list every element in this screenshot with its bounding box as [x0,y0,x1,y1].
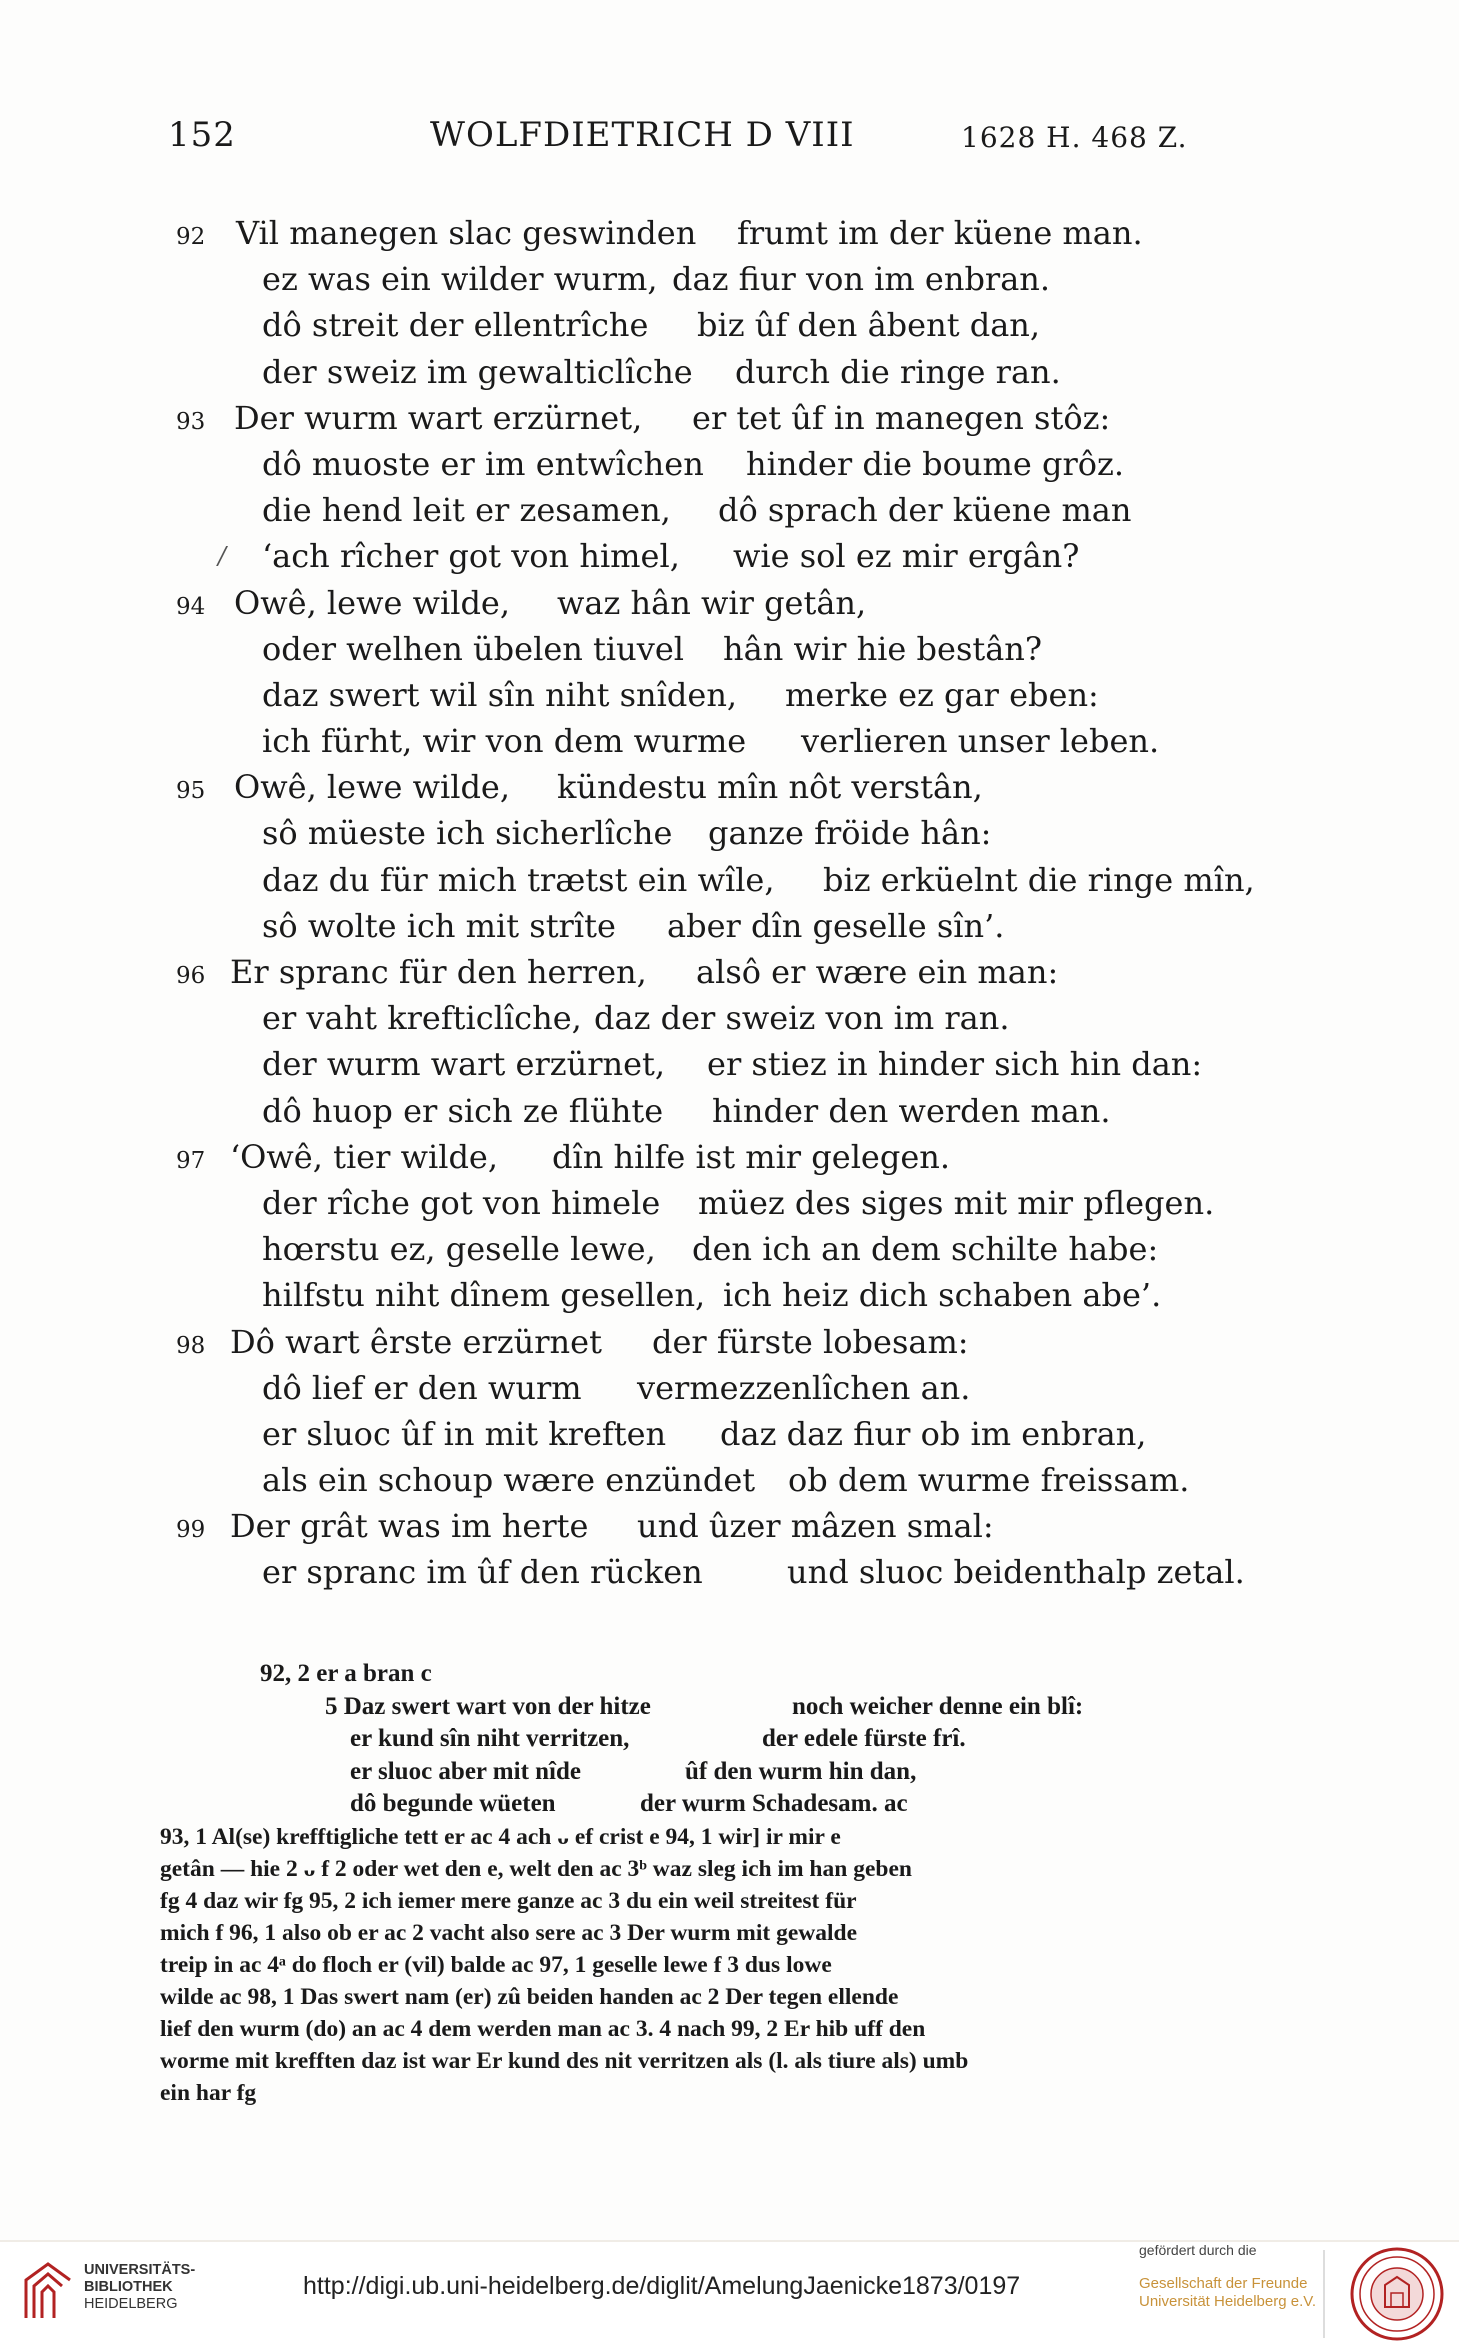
verse-first-half: die hend leit er zesamen, [262,491,671,530]
variant-first-half: 5 Daz swert wart von der hitze [325,1692,651,1720]
verse-line [0,487,1459,533]
verse-second-half: hân wir hie bestân? [723,629,1043,668]
verse-first-half: dô huop er sich ze flühte [262,1091,664,1130]
verse-line [0,764,1459,810]
verse-second-half: er stiez in hinder sich hin dan: [707,1045,1203,1084]
verse-first-half: dô muoste er im entwîchen [262,444,704,483]
verse-second-half: und sluoc beidenthalp zetal. [787,1553,1245,1592]
verse-first-half: Vil manegen slac geswinden [236,214,697,252]
apparatus-line: 93, 1 Al(se) krefftigliche tett er ac 4 ach ᴗ ef crist e 94, 1 wir] ir mir e [160,1823,841,1850]
apparatus-line: fg 4 daz wir fg 95, 2 ich iemer mere ganze ac 3 du ein weil streitest für [160,1887,857,1914]
footer-divider [1323,2250,1325,2338]
verse-line [0,1319,1459,1365]
verse-first-half: Owê, lewe wilde, [234,768,511,807]
variant-line [160,1658,1300,1691]
verse-second-half: biz erküelnt die ringe mîn, [823,860,1255,899]
verse-second-half: aber dîn geselle sîn’. [667,906,1005,945]
critical-apparatus [160,1658,1300,2109]
stanza-number: 96 [176,963,206,989]
variant-line [160,1723,1300,1756]
verse-first-half: Der wurm wart erzürnet, [234,398,643,437]
verse-second-half: er tet ûf in manegen stôz: [692,398,1111,437]
verse-line [0,718,1459,764]
verse-line [0,1226,1459,1272]
verse-line [0,626,1459,672]
variant-first-half: er kund sîn niht verritzen, [350,1725,630,1752]
verse-line [0,302,1459,348]
verse-second-half: dô sprach der küene man [718,491,1132,530]
verse-line [0,256,1459,302]
verse-first-half: Owê, lewe wilde, [234,583,511,622]
permalink-url[interactable]: http://digi.ub.uni-heidelberg.de/diglit/AmelungJaenicke1873/0197 [303,2272,1021,2300]
verse-line [0,580,1459,626]
verse-second-half: hinder den werden man. [712,1091,1111,1130]
verse-line [0,949,1459,995]
verse-line [0,1134,1459,1180]
verse-second-half: verlieren unser leben. [801,722,1160,761]
verse-first-half: als ein schoup wære enzündet [262,1461,756,1500]
verse-first-half: sô wolte ich mit strîte [262,906,616,945]
verse-second-half: biz ûf den âbent dan, [697,306,1041,345]
funded-by-text: gefördert durch die [1139,2242,1257,2258]
verse-line [0,995,1459,1041]
stanza-number: 92 [176,224,206,250]
verse-second-half: müez des siges mit mir pflegen. [698,1183,1215,1222]
verse-first-half: ich fürht, wir von dem wurme [262,722,747,761]
verse-line [0,1457,1459,1503]
verse-line [0,210,1459,256]
verse-line [0,857,1459,903]
stanza-number: 99 [176,1517,206,1544]
variant-line [160,1788,1300,1821]
verse-first-half: sô müeste ich sicherlîche [262,814,673,853]
verse-line [0,903,1459,949]
variant-line [160,1756,1300,1789]
verse-second-half: dîn hilfe ist mir gelegen. [552,1137,951,1176]
verse-line [0,441,1459,487]
university-seal-icon [1345,2245,1450,2343]
running-title: WOLFDIETRICH D VIII [430,115,855,155]
verse-second-half: wie sol ez mir ergân? [733,537,1080,576]
verse-line [0,1180,1459,1226]
stanza-number: 97 [176,1147,206,1174]
verse-second-half: waz hân wir getân, [557,583,867,622]
verse-second-half: hinder die boume grôz. [746,444,1125,483]
apparatus-line: ein har fg [160,2080,257,2107]
verse-first-half: Dô wart êrste erzürnet [230,1322,602,1361]
stanza-number: 95 [176,778,206,805]
verse-text [0,210,1459,1596]
verse-second-half: durch die ringe ran. [735,352,1061,391]
verse-second-half: daz fiur von im enbran. [672,260,1051,299]
running-reference: 1628 H. 468 Z. [961,121,1188,154]
verse-line [0,1041,1459,1087]
verse-line [0,1503,1459,1549]
verse-first-half: er spranc im ûf den rücken [262,1553,703,1592]
apparatus-line: wilde ac 98, 1 Das swert nam (er) zû beiden handen ac 2 Der tegen ellende [160,1983,899,2010]
verse-first-half: er vaht krefticlîche, [262,999,582,1038]
apparatus-line: lief den wurm (do) an ac 4 dem werden man ac 3. 4 nach 99, 2 Er hib uff den [160,2016,926,2043]
verse-first-half: oder welhen übelen tiuvel [262,629,684,668]
verse-line [0,1272,1459,1318]
verse-first-half: daz du für mich trætst ein wîle, [262,860,775,899]
verse-first-half: ‘ach rîcher got von himel, [262,537,680,576]
verse-first-half: der sweiz im gewalticlîche [262,352,693,391]
verse-line [0,810,1459,856]
verse-first-half: Der grât was im herte [230,1507,589,1546]
variant-second-half: ûf den wurm hin dan, [685,1757,917,1785]
verse-first-half: der wurm wart erzürnet, [262,1045,666,1084]
verse-line [0,1088,1459,1134]
verse-line [0,1549,1459,1595]
library-name: UNIVERSITÄTS- BIBLIOTHEK HEIDELBERG [84,2262,196,2312]
page-number: 152 [168,115,236,155]
variant-second-half: noch weicher denne ein blî: [792,1692,1084,1720]
variant-first-half: 92, 2 er a bran c [260,1660,432,1687]
verse-line [0,1365,1459,1411]
verse-second-half: ganze fröide hân: [708,814,992,853]
verse-first-half: hilfstu niht dînem gesellen, [262,1276,706,1315]
verse-line [0,672,1459,718]
verse-first-half: daz swert wil sîn niht snîden, [262,675,738,714]
verse-second-half: daz der sweiz von im ran. [594,999,1010,1038]
verse-first-half: ez was ein wilder wurm, [262,260,658,299]
verse-second-half: und ûzer mâzen smal: [637,1507,994,1546]
variant-first-half: dô begunde wüeten [350,1790,556,1817]
variant-first-half: er sluoc aber mit nîde [350,1757,582,1785]
apparatus-line: mich f 96, 1 also ob er ac 2 vacht also sere ac 3 Der wurm mit gewalde [160,1919,858,1946]
stanza-number: 93 [176,408,206,435]
verse-second-half: alsô er wære ein man: [696,953,1059,991]
verse-first-half: Er spranc für den herren, [230,953,647,991]
apparatus-line: treip in ac 4ᵃ do floch er (vil) balde ac 97, 1 geselle lewe f 3 dus lowe [160,1951,832,1978]
margin-mark: / [218,542,227,571]
verse-line [0,395,1459,441]
verse-first-half: hœrstu ez, geselle lewe, [262,1230,656,1269]
stanza-number: 98 [176,1332,206,1359]
verse-second-half: vermezzenlîchen an. [637,1368,971,1407]
verse-second-half: ob dem wurme freissam. [788,1461,1190,1500]
verse-line [0,1411,1459,1457]
page-header [168,115,1268,165]
society-name: Gesellschaft der Freunde Universität Heidelberg e.V. [1139,2275,1317,2310]
verse-second-half: frumt im der küene man. [737,214,1143,252]
verse-line [0,349,1459,395]
verse-second-half: ich heiz dich schaben abe’. [723,1276,1162,1315]
variant-second-half: der wurm Schadesam. ac [640,1790,908,1817]
verse-second-half: den ich an dem schilte habe: [692,1230,1159,1269]
verse-first-half: dô lief er den wurm [262,1368,582,1407]
verse-first-half: ‘Owê, tier wilde, [230,1137,499,1176]
verse-second-half: daz daz fiur ob im enbran, [720,1414,1147,1453]
stanza-number: 94 [176,593,206,620]
apparatus-line: worme mit krefften daz ist war Er kund des nit verritzen als (l. als tiure als) umb [160,2048,969,2075]
verse-first-half: er sluoc ûf in mit kreften [262,1414,667,1453]
apparatus-line: getân — hie 2 ᴗ f 2 oder wet den e, welt den ac 3ᵇ waz sleg ich im han geben [160,1855,912,1882]
library-logo-icon [18,2258,78,2324]
verse-line [0,533,1459,579]
variant-line [160,1691,1300,1724]
verse-second-half: merke ez gar eben: [785,675,1099,714]
verse-second-half: der fürste lobesam: [652,1322,969,1361]
variant-second-half: der edele fürste frî. [762,1725,966,1752]
verse-second-half: kündestu mîn nôt verstân, [557,768,983,807]
verse-first-half: dô streit der ellentrîche [262,306,649,345]
verse-first-half: der rîche got von himele [262,1183,661,1222]
